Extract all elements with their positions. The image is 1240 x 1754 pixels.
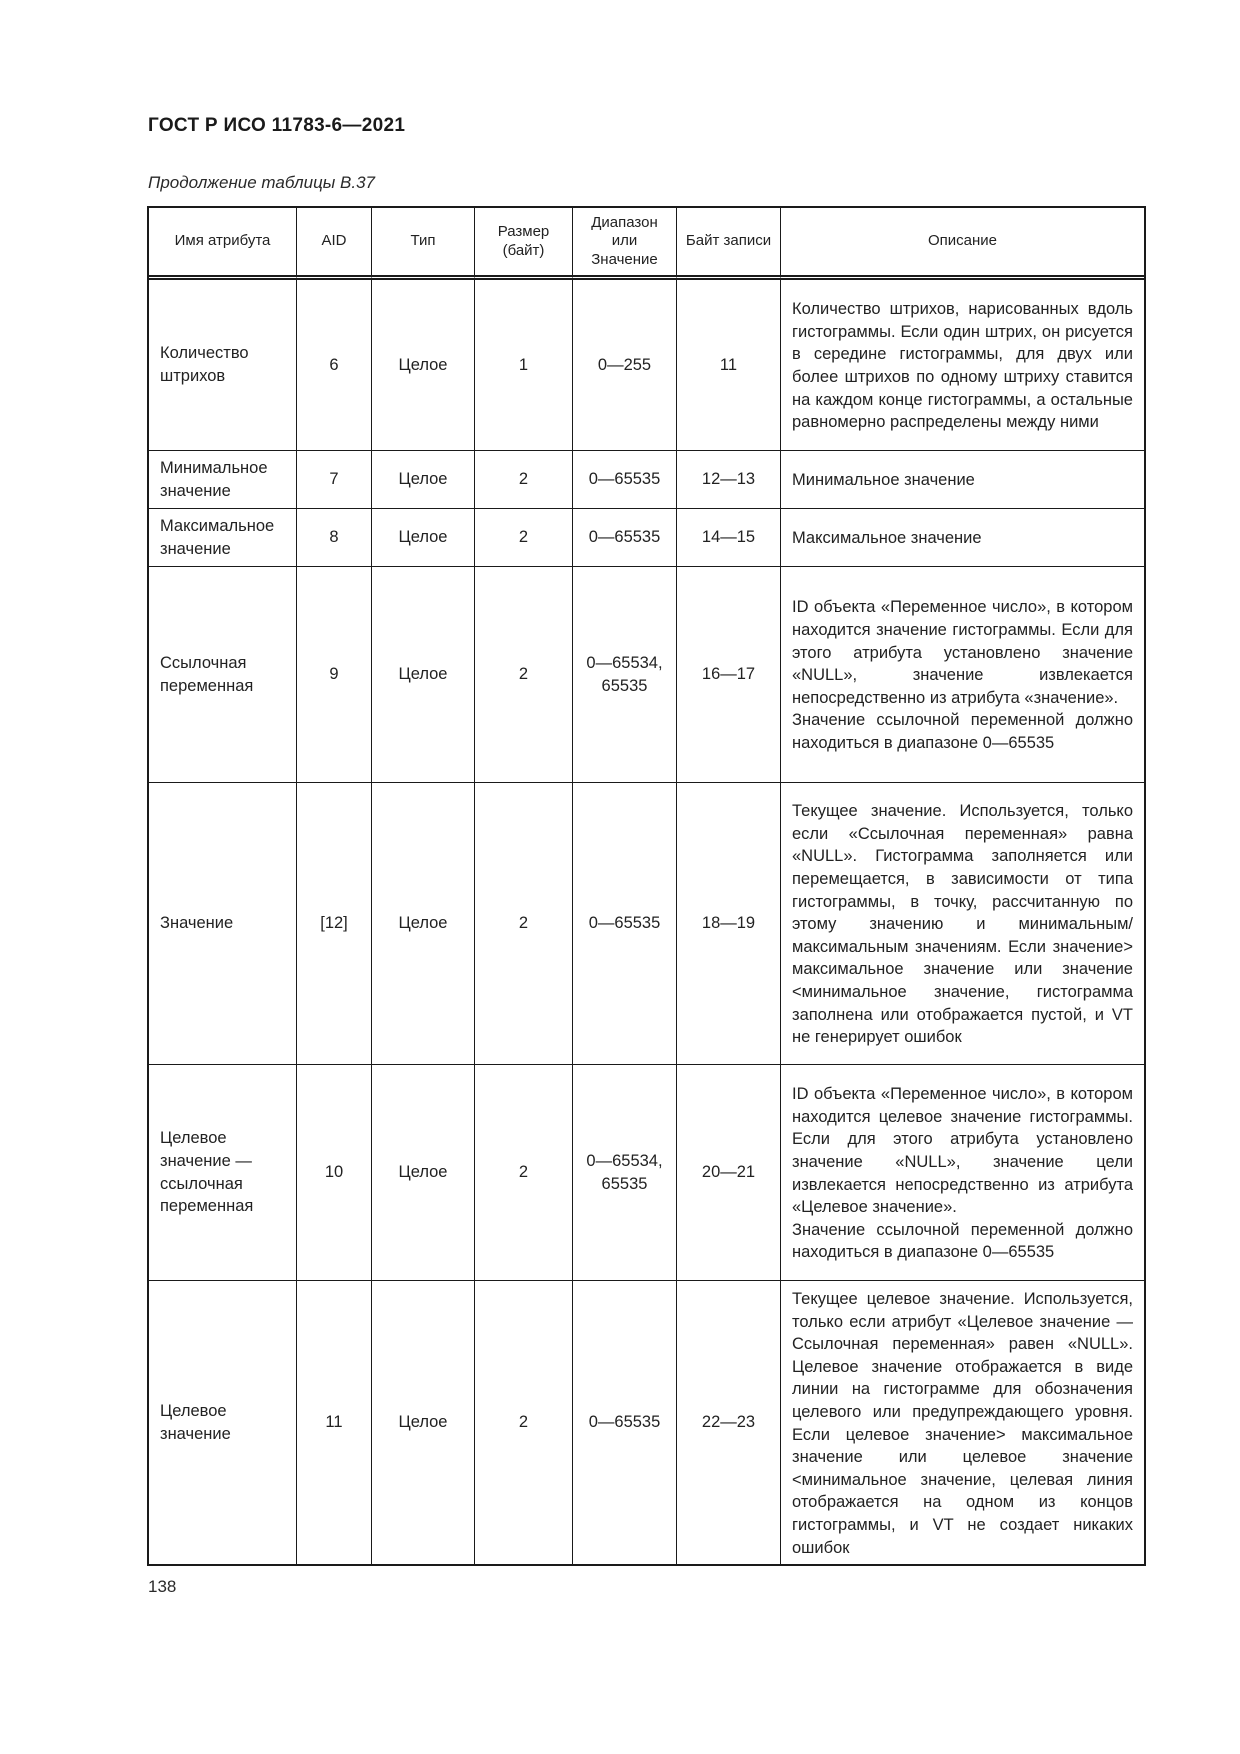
description-note: Значение ссылочной переменной должно находиться в диапазоне 0—65535 bbox=[792, 711, 1133, 752]
document-title: ГОСТ Р ИСО 11783-6—2021 bbox=[148, 115, 406, 136]
cell-aid: 10 bbox=[297, 1065, 372, 1281]
cell-range: 0—65535 bbox=[573, 783, 677, 1065]
cell-type: Целое bbox=[372, 1065, 475, 1281]
cell-size: 2 bbox=[475, 567, 573, 783]
cell-range: 0—65535 bbox=[573, 509, 677, 567]
cell-type: Целое bbox=[372, 567, 475, 783]
cell-range: 0—255 bbox=[573, 280, 677, 451]
description-text: ID объекта «Переменное число», в котором находится целевое значение гистограммы. Если для этого атрибута установлено значение «NULL», значение цели извлекается непосредственно из атрибута «Целевое значение». bbox=[792, 1085, 1133, 1217]
description-text: ID объекта «Переменное число», в котором находится значение гистограммы. Если для этого атрибута установлено значение «NULL», значение извлекается непосредственно из атрибута «значение». bbox=[792, 598, 1133, 707]
cell-name: Целевое значение bbox=[149, 1281, 297, 1564]
cell-range: 0—65534, 65535 bbox=[573, 1065, 677, 1281]
table-row bbox=[149, 1281, 1144, 1564]
cell-aid: 8 bbox=[297, 509, 372, 567]
table-row bbox=[149, 1065, 1144, 1281]
cell-aid: 6 bbox=[297, 280, 372, 451]
cell-bytes: 20—21 bbox=[677, 1065, 781, 1281]
cell-aid: 9 bbox=[297, 567, 372, 783]
cell-range: 0—65535 bbox=[573, 1281, 677, 1564]
cell-name: Целевое значение — ссылочная переменная bbox=[149, 1065, 297, 1281]
cell-name: Максимальное значение bbox=[149, 509, 297, 567]
column-header-name: Имя атрибута bbox=[149, 208, 297, 280]
column-header-bytes: Байт записи bbox=[677, 208, 781, 280]
cell-description bbox=[781, 783, 1144, 1065]
table-caption: Продолжение таблицы В.37 bbox=[148, 173, 376, 192]
cell-bytes: 12—13 bbox=[677, 451, 781, 509]
cell-type: Целое bbox=[372, 783, 475, 1065]
cell-size: 2 bbox=[475, 509, 573, 567]
description-text: Текущее значение. Используется, только если «Ссылочная переменная» равна «NULL». Гистограмма заполняется или перемещается, в зависимости от типа гистограммы, в точку, рассчитанную по этому значению и минимальным/максимальным значениям. Если значение> максимальное значение или значение <минимальное значение, гистограмма заполнена или отображается пустой, и VT не генерирует ошибок bbox=[792, 802, 1133, 1047]
column-header-type: Тип bbox=[372, 208, 475, 280]
table-header-row bbox=[149, 208, 1144, 280]
cell-aid: 11 bbox=[297, 1281, 372, 1564]
description-text: Количество штрихов, нарисованных вдоль гистограммы. Если один штрих, он рисуется в середине гистограммы, для двух или более штрихов по одному штриху ставится на каждом конце гистограммы, а остальные равномерно распределены между ними bbox=[792, 300, 1133, 432]
description-text: Максимальное значение bbox=[792, 529, 982, 548]
table-row bbox=[149, 783, 1144, 1065]
cell-bytes: 22—23 bbox=[677, 1281, 781, 1564]
table-row bbox=[149, 451, 1144, 509]
cell-bytes: 18—19 bbox=[677, 783, 781, 1065]
column-header-size: Размер (байт) bbox=[475, 208, 573, 280]
page-number: 138 bbox=[148, 1577, 177, 1596]
table-row bbox=[149, 567, 1144, 783]
cell-type: Целое bbox=[372, 1281, 475, 1564]
cell-size: 2 bbox=[475, 1065, 573, 1281]
cell-size: 2 bbox=[475, 783, 573, 1065]
cell-description bbox=[781, 567, 1144, 783]
cell-name: Ссылочная переменная bbox=[149, 567, 297, 783]
cell-size: 2 bbox=[475, 451, 573, 509]
cell-name: Количество штрихов bbox=[149, 280, 297, 451]
cell-type: Целое bbox=[372, 280, 475, 451]
cell-bytes: 11 bbox=[677, 280, 781, 451]
column-header-aid: AID bbox=[297, 208, 372, 280]
cell-name: Минимальное значение bbox=[149, 451, 297, 509]
cell-type: Целое bbox=[372, 509, 475, 567]
description-note: Значение ссылочной переменной должно находиться в диапазоне 0—65535 bbox=[792, 1220, 1133, 1262]
cell-bytes: 16—17 bbox=[677, 567, 781, 783]
cell-aid: 7 bbox=[297, 451, 372, 509]
table-row bbox=[149, 509, 1144, 567]
cell-aid: [12] bbox=[297, 783, 372, 1065]
column-header-range: Диапазон или Значение bbox=[573, 208, 677, 280]
cell-size: 1 bbox=[475, 280, 573, 451]
cell-description bbox=[781, 280, 1144, 451]
cell-description bbox=[781, 1281, 1144, 1564]
cell-description bbox=[781, 509, 1144, 567]
cell-size: 2 bbox=[475, 1281, 573, 1564]
attribute-table bbox=[147, 206, 1146, 1566]
cell-description bbox=[781, 451, 1144, 509]
cell-name: Значение bbox=[149, 783, 297, 1065]
cell-range: 0—65535 bbox=[573, 451, 677, 509]
description-text: Текущее целевое значение. Используется, только если атрибут «Целевое значение — Ссылочная переменная» равен «NULL». Целевое значение отображается в виде линии на гистограмме для обозначения целевого или предупреждающего уровня. Если целевое значение> максимальное значение или целевое значение <минимальное значение, целевая линия отображается на одном из концов гистограммы, и VT не создает никаких ошибок bbox=[792, 1290, 1133, 1557]
cell-type: Целое bbox=[372, 451, 475, 509]
table-row bbox=[149, 280, 1144, 451]
cell-description bbox=[781, 1065, 1144, 1281]
cell-bytes: 14—15 bbox=[677, 509, 781, 567]
cell-range: 0—65534, 65535 bbox=[573, 567, 677, 783]
column-header-description: Описание bbox=[781, 208, 1144, 280]
description-text: Минимальное значение bbox=[792, 471, 975, 490]
